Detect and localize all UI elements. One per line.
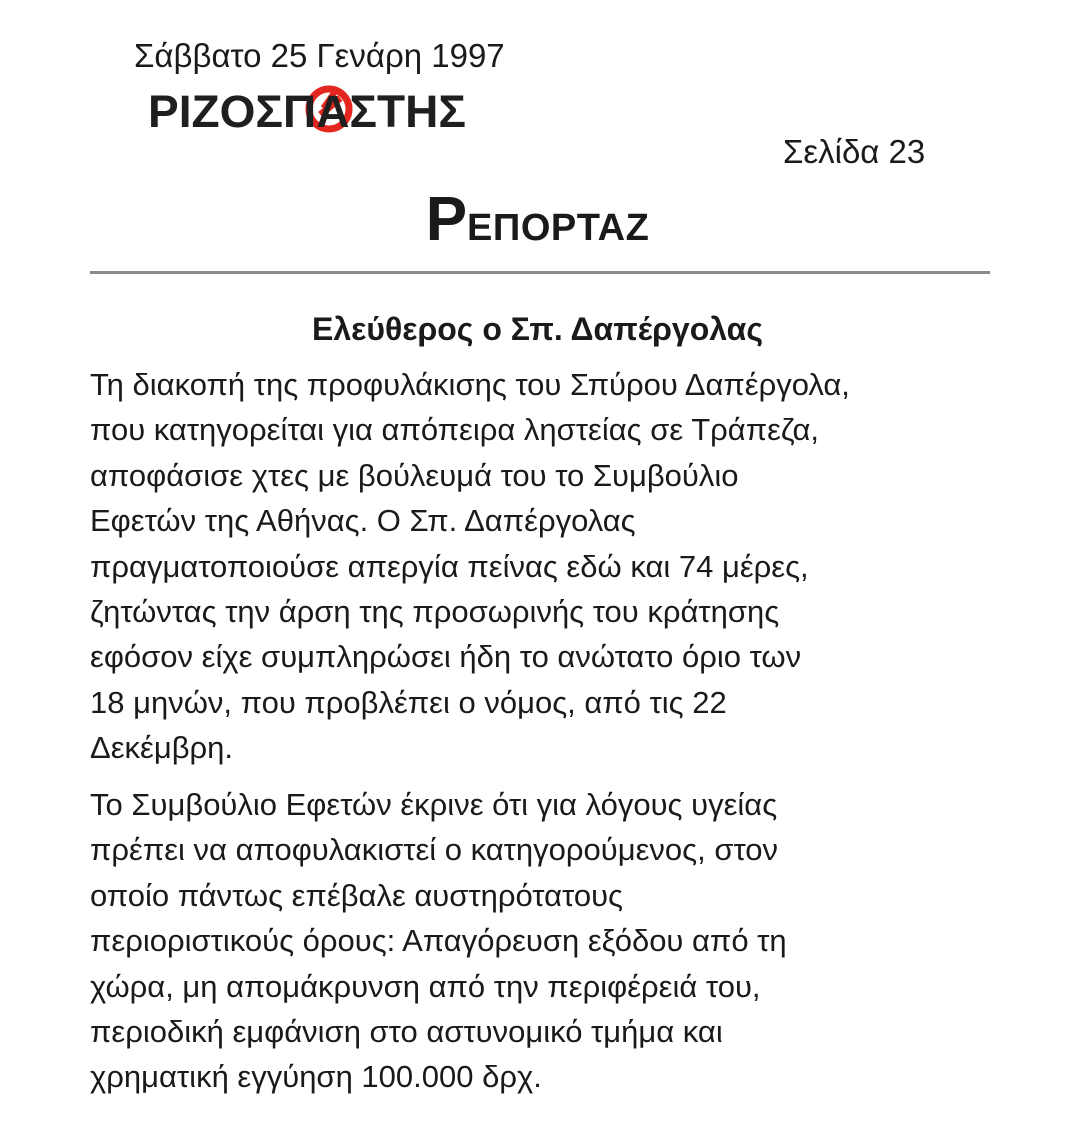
paragraph-line: Δεκέμβρη. (90, 730, 234, 766)
section-divider (90, 271, 990, 274)
paragraph-line: χώρα, μη απομάκρυνση από την περιφέρειά του, (90, 968, 761, 1004)
section-title (0, 185, 1075, 263)
section-title-rest: ΕΠΟΡΤΑΖ (467, 207, 650, 249)
paragraph-line: περιοδική εμφάνιση στο αστυνομικό τμήμα και (90, 1013, 723, 1049)
paragraph-line: εφόσον είχε συμπληρώσει ήδη το ανώτατο όριο των (90, 639, 802, 675)
paragraph-line: που κατηγορείται για απόπειρα ληστείας σε Τράπεζα, (90, 412, 820, 448)
paragraph-line: ζητώντας την άρση της προσωρινής του κράτησης (90, 593, 780, 629)
section-title-initial: Ρ (425, 185, 468, 254)
masthead-logo[interactable] (146, 84, 476, 136)
page-number: Σελίδα 23 (783, 133, 926, 170)
paragraph-line: χρηματική εγγύηση 100.000 δρχ. (90, 1059, 542, 1095)
paragraph-line: 18 μηνών, που προβλέπει ο νόμος, από τις 22 (90, 684, 727, 720)
masthead-logo-graphic (146, 84, 476, 136)
paragraph-line: Εφετών της Αθήνας. Ο Σπ. Δαπέργολας (90, 503, 636, 539)
article-paragraph-1 (90, 362, 1010, 771)
article-date: Σάββατο 25 Γενάρη 1997 (134, 37, 505, 74)
paragraph-line: περιοριστικούς όρους: Απαγόρευση εξόδου από τη (90, 923, 787, 959)
article-headline: Ελεύθερος ο Σπ. Δαπέργολας (312, 311, 763, 347)
paragraph-line: οποίο πάντως επέβαλε αυστηρότατους (90, 877, 623, 913)
paragraph-line: πρέπει να αποφυλακιστεί ο κατηγορούμενος, στον (90, 832, 779, 868)
masthead-text: ΡΙΖΟΣΠΑΣΤΗΣ (148, 86, 466, 136)
article-paragraph-2 (90, 782, 1010, 1100)
paragraph-line: Τη διακοπή της προφυλάκισης του Σπύρου Δαπέργολα, (90, 367, 850, 402)
paragraph-line: αποφάσισε χτες με βούλευμά του το Συμβούλιο (90, 457, 739, 493)
paragraph-line: Το Συμβούλιο Εφετών έκρινε ότι για λόγους υγείας (90, 787, 778, 822)
paragraph-line: πραγματοποιούσε απεργία πείνας εδώ και 74 μέρες, (90, 548, 809, 584)
